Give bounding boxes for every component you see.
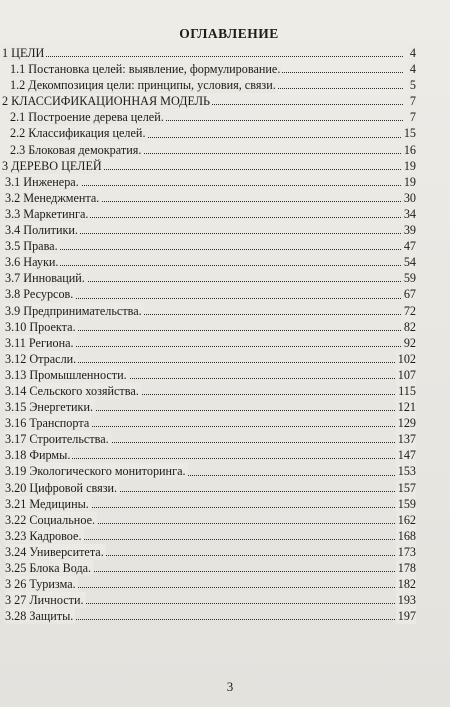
toc-entry	[0, 415, 416, 431]
toc-entry-label: 3.21 Медицины.	[5, 496, 89, 511]
toc-entry	[0, 351, 416, 367]
toc-entry-page: 59	[403, 271, 416, 286]
toc-entry-label: 3.20 Цифровой связи.	[5, 480, 118, 495]
toc-entry-label: 3.17 Строительства.	[5, 432, 109, 447]
toc-entry-label: 2.3 Блоковая демократия.	[10, 142, 142, 157]
dot-leader	[5, 264, 403, 266]
toc-entry-page: 7	[409, 94, 416, 109]
toc-entry-label: 3 ДЕРЕВО ЦЕЛЕЙ	[2, 158, 102, 173]
toc-entry	[0, 431, 416, 447]
toc-entry	[0, 496, 416, 512]
toc-entry-page: 173	[397, 544, 416, 559]
toc-entry-label: 3.7 Инноваций.	[5, 271, 85, 286]
toc-entry	[0, 206, 416, 222]
toc-entry	[0, 512, 416, 528]
toc-entry-page: 157	[397, 480, 416, 495]
toc-entry	[0, 463, 416, 479]
toc-entry	[0, 125, 416, 141]
toc-entry	[0, 238, 416, 254]
toc-entry-page: 16	[403, 142, 416, 157]
toc-entry-label: 3.13 Промышленности.	[5, 367, 127, 382]
toc-entry	[0, 367, 416, 383]
toc-entry	[0, 61, 416, 77]
toc-entry-label: 3.4 Политики.	[5, 223, 78, 238]
dot-leader	[2, 55, 403, 57]
toc-entry-label: 3.9 Предпринимательства.	[5, 303, 142, 318]
toc-entry-page: 30	[403, 190, 416, 205]
toc-entry-page: 115	[398, 383, 416, 398]
toc-entry-page: 19	[403, 174, 416, 189]
toc-entry	[0, 286, 416, 302]
toc-entry	[0, 383, 416, 399]
toc-entry-label: 3 27 Личности.	[5, 593, 84, 608]
toc-entry	[0, 254, 416, 270]
toc-entry-page: 72	[403, 303, 416, 318]
toc-entry	[0, 528, 416, 544]
toc-entry-page: 5	[409, 78, 416, 93]
toc-entry	[0, 158, 416, 174]
toc-entry	[0, 399, 416, 415]
toc-entry-label: 3.8 Ресурсов.	[5, 287, 74, 302]
toc-entry-label: 3.15 Энергетики.	[5, 400, 94, 415]
toc-entry-page: 137	[397, 432, 416, 447]
toc-entry-label: 3.10 Проекта.	[5, 319, 76, 334]
toc-entry-label: 2.1 Построение дерева целей.	[10, 110, 164, 125]
toc-entry-label: 1.1 Постановка целей: выявление, формулирование.	[10, 62, 281, 77]
toc-entry	[0, 480, 416, 496]
toc-entry	[0, 270, 416, 286]
toc-entry-label: 3.14 Сельского хозяйства.	[5, 383, 139, 398]
toc-entry	[0, 608, 416, 624]
toc-entry-page: 34	[403, 206, 416, 221]
toc-entry	[0, 544, 416, 560]
toc-entry	[0, 77, 416, 93]
toc-entry-page: 47	[403, 239, 416, 254]
toc-entry-page: 4	[409, 46, 416, 60]
toc-entry	[0, 576, 416, 592]
dot-leader	[5, 248, 403, 250]
toc-entry-page: 7	[409, 110, 416, 125]
toc-entry-page: 159	[397, 496, 416, 511]
toc-entry-label: 3.16 Транспорта	[5, 416, 90, 431]
table-of-contents	[0, 45, 416, 624]
toc-entry-page: 178	[397, 561, 416, 575]
toc-entry-label: 2.2 Классификация целей.	[10, 126, 146, 141]
toc-entry	[0, 93, 416, 109]
toc-entry-label: 3.25 Блока Вода.	[5, 561, 92, 575]
toc-entry-label: 3.6 Науки.	[5, 255, 59, 270]
toc-entry	[0, 335, 416, 351]
toc-entry	[0, 560, 416, 576]
toc-entry-label: 3.28 Защиты.	[5, 609, 74, 624]
toc-entry-page: 147	[397, 448, 416, 463]
toc-entry-page: 54	[403, 255, 416, 270]
toc-entry-label: 3.1 Инженера.	[5, 174, 79, 189]
toc-entry	[0, 109, 416, 125]
toc-entry	[0, 174, 416, 190]
toc-entry	[0, 45, 416, 61]
toc-entry-page: 19	[403, 158, 416, 173]
toc-entry-page: 121	[397, 400, 416, 415]
toc-entry-page: 162	[397, 512, 416, 527]
toc-entry-page: 197	[397, 609, 416, 624]
toc-entry-label: 3.2 Менеджмента.	[5, 190, 100, 205]
toc-entry-page: 102	[397, 351, 416, 366]
toc-entry	[0, 592, 416, 608]
toc-entry-page: 193	[397, 593, 416, 608]
toc-entry-label: 3.22 Социальное.	[5, 512, 96, 527]
toc-entry-label: 2 КЛАССИФИКАЦИОННАЯ МОДЕЛЬ	[2, 94, 211, 109]
toc-entry-label: 1.2 Декомпозиция цели: принципы, условия, связи.	[10, 78, 276, 93]
toc-entry-label: 3.18 Фирмы.	[5, 448, 71, 463]
toc-entry-page: 15	[403, 126, 416, 141]
toc-title: ОГЛАВЛЕНИЕ	[179, 26, 279, 41]
toc-entry-page: 67	[403, 287, 416, 302]
toc-entry-page: 107	[397, 367, 416, 382]
toc-entry-label: 3.23 Кадровое.	[5, 528, 82, 543]
toc-entry	[0, 190, 416, 206]
toc-entry-page: 129	[397, 416, 416, 431]
toc-entry-page: 168	[397, 528, 416, 543]
toc-entry	[0, 142, 416, 158]
toc-entry-label: 3.5 Права.	[5, 239, 58, 254]
toc-entry-page: 92	[403, 335, 416, 350]
toc-entry-label: 1 ЦЕЛИ	[2, 46, 45, 60]
toc-entry-label: 3.12 Отрасли.	[5, 351, 77, 366]
toc-entry-page: 39	[403, 223, 416, 238]
toc-entry	[0, 319, 416, 335]
toc-entry-label: 3.3 Маркетинга.	[5, 206, 89, 221]
page-number: 3	[226, 679, 234, 694]
toc-entry-label: 3.24 Университета.	[5, 544, 104, 559]
toc-entry-label: 3.11 Региона.	[5, 335, 74, 350]
toc-entry-label: 3.19 Экологического мониторинга.	[5, 464, 186, 479]
toc-entry-page: 153	[397, 464, 416, 479]
toc-entry	[0, 222, 416, 238]
toc-entry-page: 4	[409, 62, 416, 77]
toc-entry-page: 182	[397, 577, 416, 592]
toc-entry-label: 3 26 Туризма.	[5, 577, 76, 592]
toc-entry	[0, 447, 416, 463]
toc-entry	[0, 303, 416, 319]
toc-entry-page: 82	[403, 319, 416, 334]
